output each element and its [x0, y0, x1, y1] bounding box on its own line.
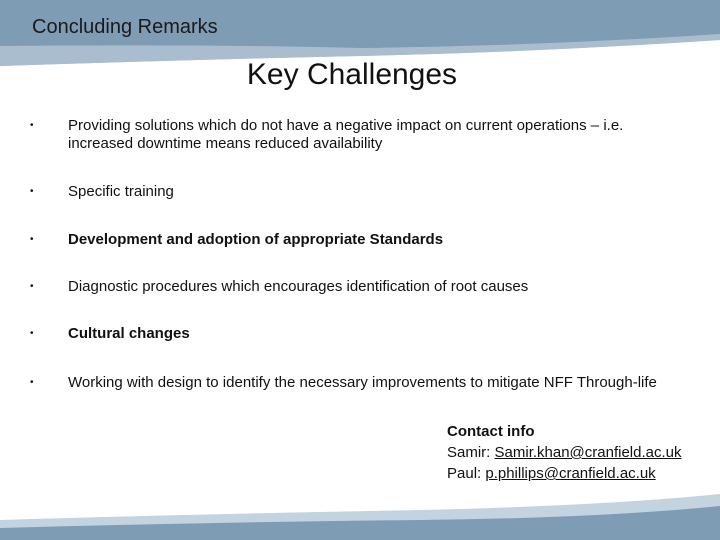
paul-email-link[interactable]: p.phillips@cranfield.ac.uk	[485, 465, 656, 482]
contact-paul-label: Paul:	[447, 465, 486, 482]
bullet-text: Working with design to identify the necessary improvements to mitigate NFF Through-life	[68, 374, 657, 391]
bullet-marker: •	[30, 120, 34, 131]
bullet-marker: •	[30, 234, 34, 245]
bullet-text: Diagnostic procedures which encourages identification of root causes	[68, 278, 529, 295]
bullet-marker: •	[30, 328, 34, 339]
contact-samir	[447, 442, 682, 463]
slide-title: Key Challenges	[246, 58, 458, 91]
footer-band	[0, 480, 720, 540]
bullet-marker: •	[30, 281, 34, 292]
bullet-text: Specific training	[68, 183, 174, 200]
bullet-marker: •	[30, 186, 34, 197]
bullet-marker: •	[30, 377, 34, 388]
header-title: Concluding Remarks	[32, 16, 218, 38]
bullet-text: Providing solutions which do not have a negative impact on current operations – i.e. increased downtime means reduced availability	[68, 117, 624, 152]
bullet-text: Development and adoption of appropriate Standards	[68, 231, 444, 248]
samir-email-link[interactable]: Samir.khan@cranfield.ac.uk	[494, 444, 682, 461]
contact-samir-label: Samir:	[447, 444, 495, 461]
contact-info	[447, 421, 682, 484]
contact-heading: Contact info	[447, 423, 535, 440]
bullet-text: Cultural changes	[68, 325, 190, 342]
